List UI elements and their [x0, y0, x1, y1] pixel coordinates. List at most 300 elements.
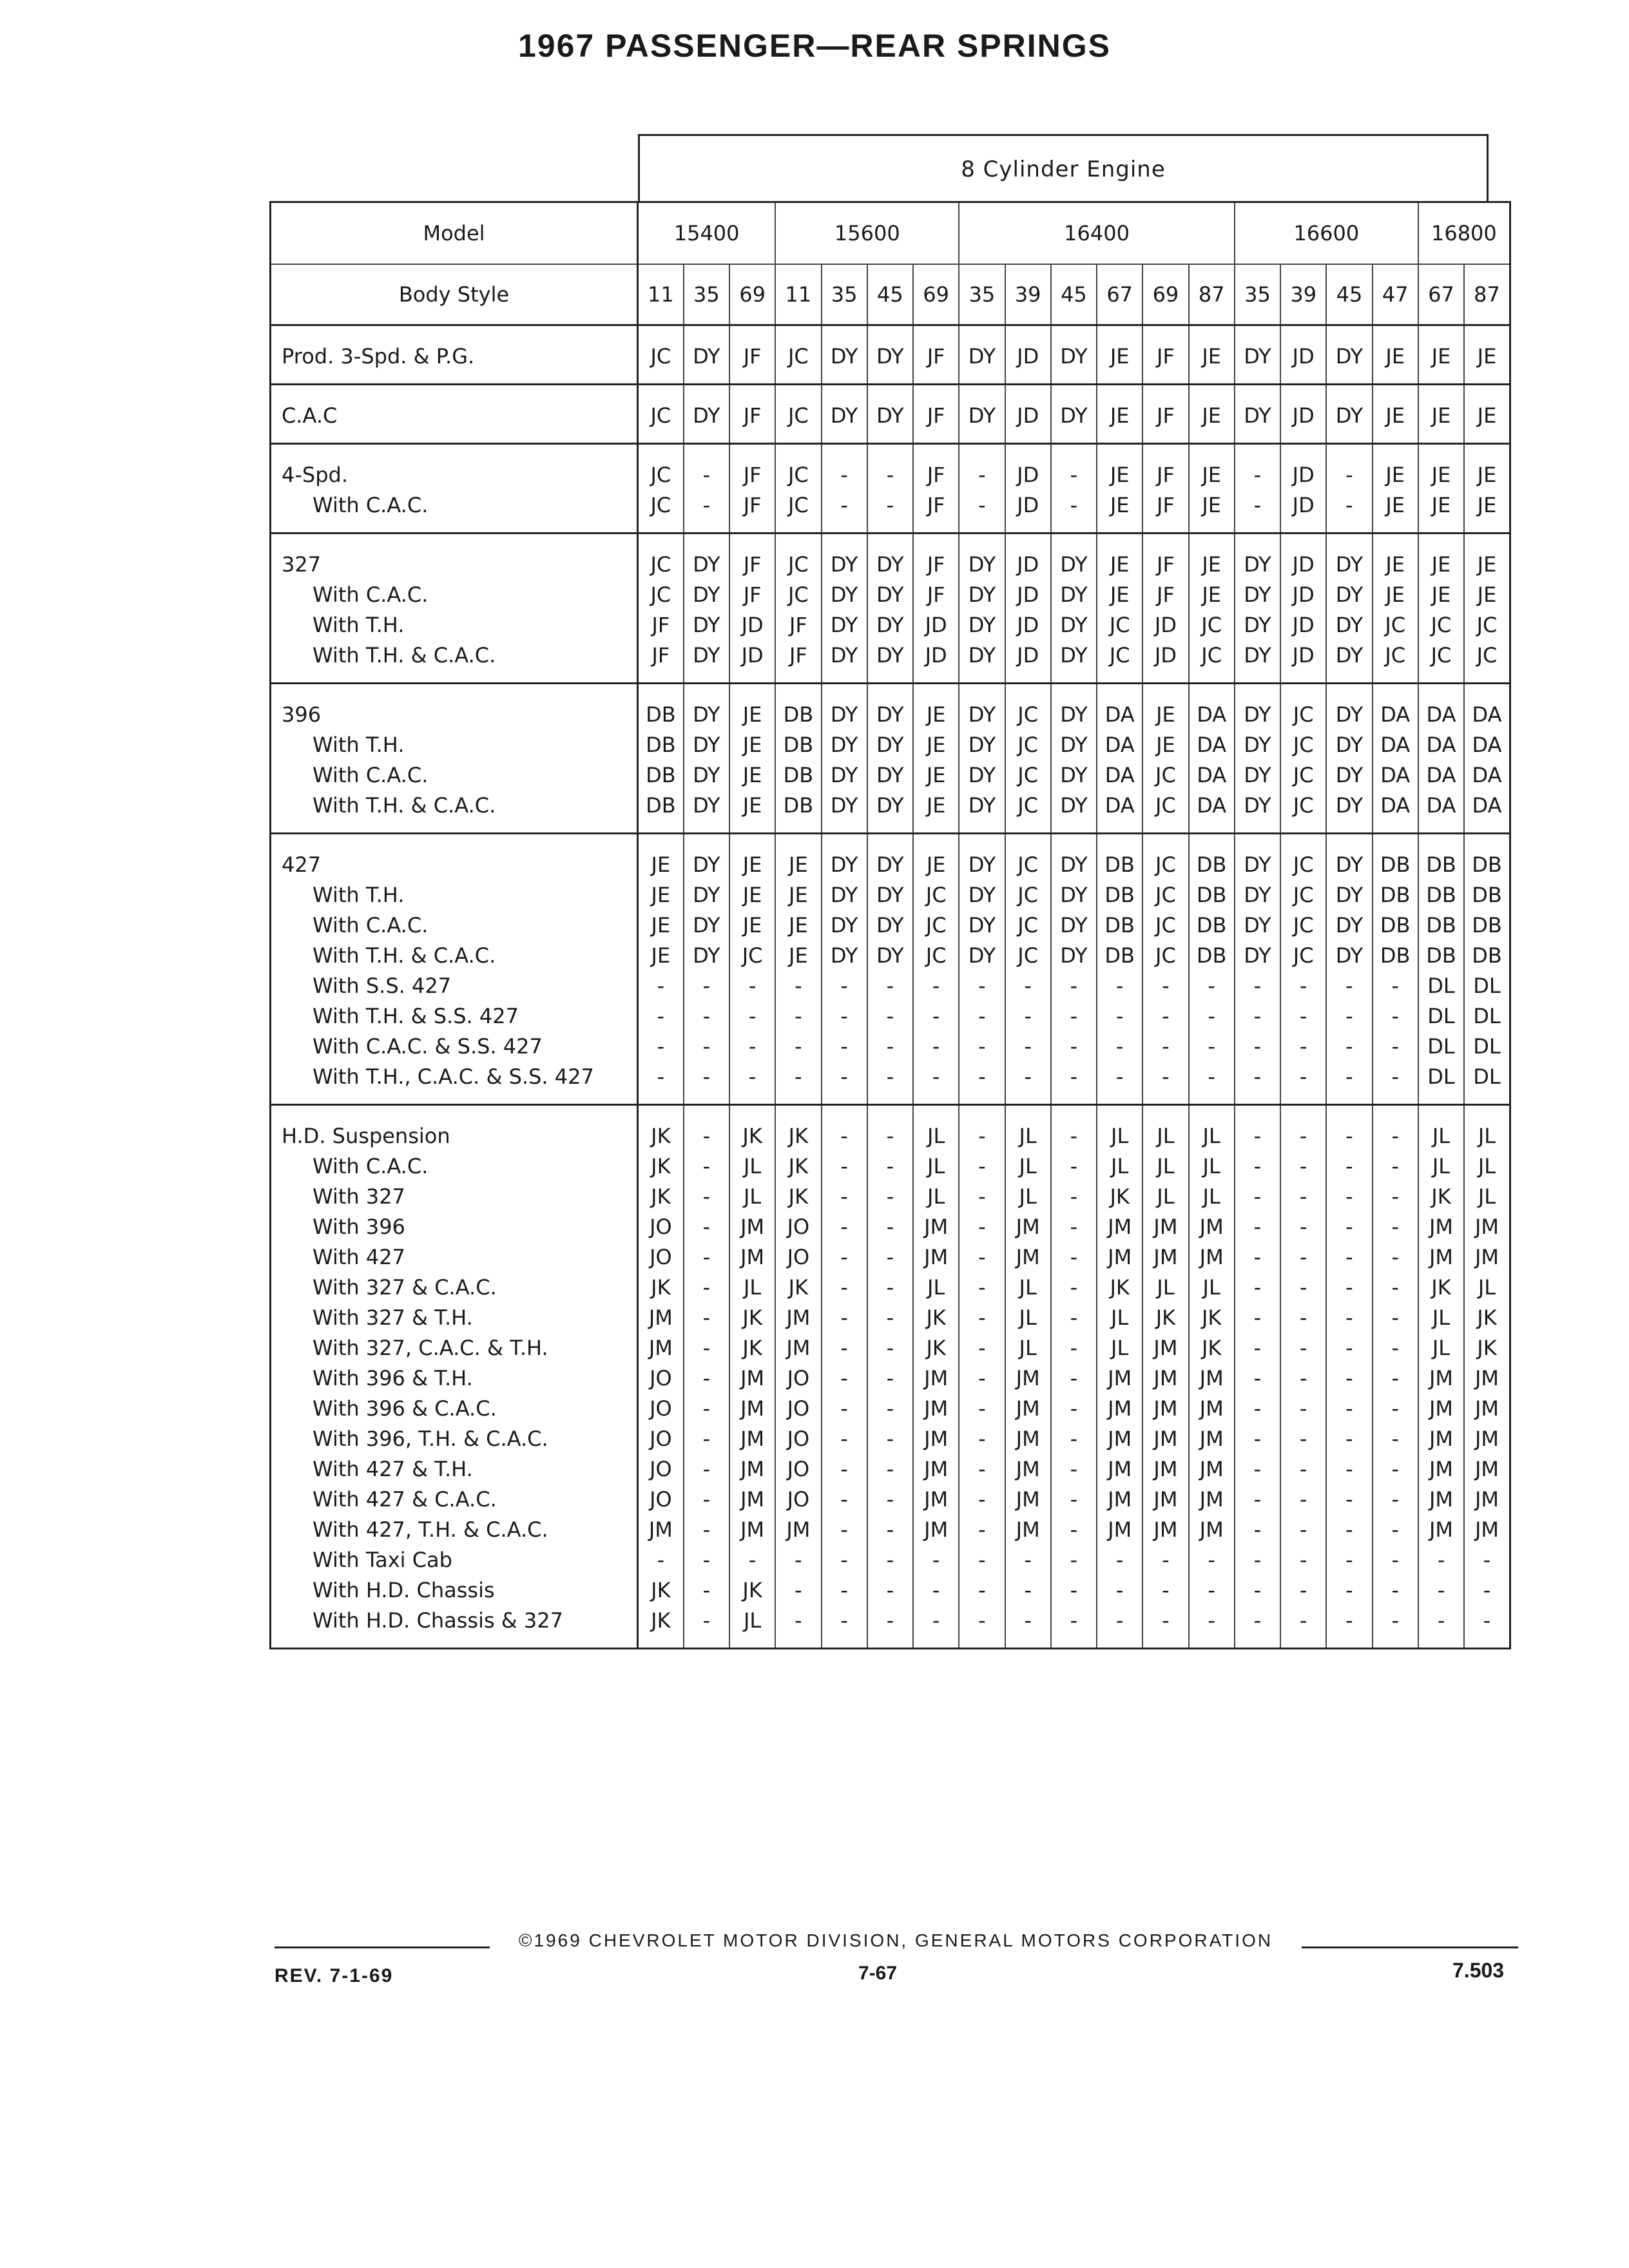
spring-code-cell: JD — [913, 640, 959, 684]
spring-code-cell: DY — [1326, 580, 1372, 610]
spring-code-cell: JL — [1097, 1151, 1142, 1182]
spring-code-cell: - — [729, 1062, 775, 1105]
spring-code-cell: DY — [822, 791, 867, 834]
table-row — [271, 1333, 1510, 1363]
spring-code-cell: JE — [1373, 490, 1418, 533]
spring-code-cell: - — [1051, 971, 1097, 1001]
row-label: C.A.C — [282, 403, 338, 428]
spring-code-cell: DY — [1051, 791, 1097, 834]
row-label-cell — [271, 1394, 638, 1424]
spring-code-cell: - — [867, 1105, 913, 1152]
spring-code-cell: JC — [1280, 730, 1326, 760]
spring-code-cell: DY — [1051, 610, 1097, 640]
spring-code-cell: - — [867, 1606, 913, 1649]
spring-code-cell: - — [959, 1424, 1005, 1454]
spring-code-cell: DY — [684, 880, 729, 910]
spring-code-cell: JC — [638, 385, 684, 444]
spring-code-cell: DY — [1051, 325, 1097, 385]
spring-code-cell: - — [1373, 1515, 1418, 1545]
row-label: With C.A.C. — [313, 1154, 429, 1178]
table-row — [271, 760, 1510, 791]
row-label-cell — [271, 1273, 638, 1303]
spring-code-cell: - — [959, 1242, 1005, 1273]
spring-code-cell: JK — [1464, 1333, 1510, 1363]
spring-code-cell: DB — [1097, 880, 1142, 910]
spring-code-cell: - — [638, 1545, 684, 1575]
spring-code-cell: - — [1326, 1303, 1372, 1333]
spring-code-cell: DY — [822, 580, 867, 610]
spring-code-cell: JE — [1373, 385, 1418, 444]
spring-code-cell: - — [1051, 1454, 1097, 1485]
spring-code-cell: - — [1418, 1545, 1464, 1575]
spring-code-cell: JM — [1097, 1454, 1142, 1485]
spring-code-cell: JM — [1189, 1424, 1235, 1454]
spring-code-cell: JD — [729, 610, 775, 640]
row-label-cell — [271, 1001, 638, 1032]
spring-code-cell: - — [913, 1606, 959, 1649]
spring-code-cell: JK — [913, 1333, 959, 1363]
spring-code-cell: DY — [867, 533, 913, 581]
spring-code-cell: JC — [638, 444, 684, 491]
engine-header: 8 Cylinder Engine — [638, 134, 1489, 201]
footer-rule-right — [1298, 1946, 1518, 1948]
spring-code-cell: DY — [1235, 910, 1280, 941]
spring-code-cell: - — [822, 1515, 867, 1545]
spring-code-cell: JD — [1280, 385, 1326, 444]
spring-code-cell: JE — [729, 730, 775, 760]
spring-code-cell: DB — [638, 730, 684, 760]
spring-code-cell: - — [1373, 1151, 1418, 1182]
spring-code-cell: JL — [1464, 1105, 1510, 1152]
spring-code-cell: - — [913, 1062, 959, 1105]
spring-code-cell: JK — [775, 1182, 821, 1212]
spring-code-cell: - — [822, 1575, 867, 1606]
spring-code-cell: JL — [1189, 1273, 1235, 1303]
spring-code-cell: JL — [1005, 1333, 1051, 1363]
spring-code-cell: - — [729, 1032, 775, 1062]
spring-code-cell: JC — [638, 580, 684, 610]
spring-code-cell: JE — [729, 684, 775, 731]
spring-code-cell: JE — [729, 760, 775, 791]
spring-code-cell: JC — [775, 580, 821, 610]
table-row — [271, 1545, 1510, 1575]
spring-code-cell: - — [822, 1394, 867, 1424]
spring-code-cell: - — [822, 1454, 867, 1485]
spring-code-cell: JE — [1418, 444, 1464, 491]
spring-code-cell: JD — [1142, 640, 1188, 684]
spring-code-cell: JL — [1418, 1151, 1464, 1182]
spring-code-cell: JK — [638, 1182, 684, 1212]
spring-code-cell: - — [1280, 1363, 1326, 1394]
spring-code-cell: JF — [913, 580, 959, 610]
spring-code-cell: DY — [1326, 880, 1372, 910]
table-row — [271, 1424, 1510, 1454]
spring-code-cell: DY — [1051, 730, 1097, 760]
row-label-cell — [271, 834, 638, 881]
spring-code-cell: JF — [1142, 490, 1188, 533]
spring-code-cell: JC — [1373, 610, 1418, 640]
spring-code-cell: - — [1142, 1062, 1188, 1105]
spring-code-cell: - — [1373, 1001, 1418, 1032]
spring-code-cell: DY — [867, 640, 913, 684]
spring-code-cell: DY — [1051, 640, 1097, 684]
table-row — [271, 1303, 1510, 1333]
spring-code-cell: - — [1326, 444, 1372, 491]
spring-code-cell: JM — [1142, 1485, 1188, 1515]
spring-code-cell: JD — [1280, 325, 1326, 385]
spring-code-cell: JM — [638, 1303, 684, 1333]
spring-code-cell: - — [822, 1182, 867, 1212]
spring-code-cell: JF — [729, 385, 775, 444]
table-row — [271, 1394, 1510, 1424]
table-row — [271, 1606, 1510, 1649]
spring-code-cell: DB — [1189, 880, 1235, 910]
spring-code-cell: - — [1005, 1032, 1051, 1062]
spring-code-cell: JK — [729, 1105, 775, 1152]
spring-code-cell: - — [1235, 1333, 1280, 1363]
row-label: With 396 & T.H. — [313, 1366, 473, 1390]
spring-code-cell: JK — [729, 1333, 775, 1363]
spring-code-cell: - — [867, 1273, 913, 1303]
spring-code-cell: - — [867, 1032, 913, 1062]
spring-code-cell: DY — [1235, 610, 1280, 640]
body-style-cell: 11 — [638, 264, 684, 325]
spring-code-cell: - — [1051, 1151, 1097, 1182]
spring-code-cell: JF — [1142, 580, 1188, 610]
footer-page-number: 7-67 — [858, 1963, 898, 1984]
spring-code-cell: JC — [1142, 910, 1188, 941]
spring-code-cell: JM — [1097, 1515, 1142, 1545]
spring-code-cell: DA — [1097, 791, 1142, 834]
spring-code-cell: JE — [1373, 533, 1418, 581]
spring-code-cell: - — [1326, 1242, 1372, 1273]
spring-code-cell: - — [1235, 1575, 1280, 1606]
spring-code-cell: JD — [913, 610, 959, 640]
spring-code-cell: JC — [1097, 640, 1142, 684]
spring-code-cell: - — [1326, 1062, 1372, 1105]
spring-code-cell: JM — [913, 1363, 959, 1394]
spring-code-cell: JM — [729, 1485, 775, 1515]
spring-code-cell: JC — [1418, 610, 1464, 640]
spring-code-cell: JE — [1142, 684, 1188, 731]
spring-code-cell: JC — [1373, 640, 1418, 684]
spring-code-cell: JM — [1142, 1394, 1188, 1424]
spring-code-cell: DY — [1326, 941, 1372, 971]
table-row — [271, 1454, 1510, 1485]
spring-code-cell: - — [1097, 971, 1142, 1001]
spring-code-cell: JO — [638, 1394, 684, 1424]
spring-code-cell: - — [959, 1151, 1005, 1182]
spring-code-cell: JE — [1142, 730, 1188, 760]
spring-code-cell: - — [959, 1545, 1005, 1575]
spring-code-cell: - — [1373, 1273, 1418, 1303]
spring-code-cell: - — [1051, 1273, 1097, 1303]
spring-code-cell: - — [1005, 1575, 1051, 1606]
spring-code-cell: JF — [1142, 325, 1188, 385]
spring-code-cell: - — [1326, 1363, 1372, 1394]
spring-code-cell: - — [684, 1545, 729, 1575]
body-style-cell: 39 — [1280, 264, 1326, 325]
row-label-cell — [271, 1575, 638, 1606]
row-label-cell — [271, 1424, 638, 1454]
row-label-cell — [271, 730, 638, 760]
spring-code-cell: DA — [1373, 760, 1418, 791]
spring-code-cell: - — [1005, 1606, 1051, 1649]
spring-code-cell: - — [959, 1485, 1005, 1515]
spring-code-cell: - — [684, 1515, 729, 1545]
table-row — [271, 640, 1510, 684]
spring-code-cell: JC — [1280, 760, 1326, 791]
spring-code-cell: JC — [1005, 760, 1051, 791]
spring-code-cell: DY — [959, 941, 1005, 971]
spring-code-cell: JE — [913, 730, 959, 760]
spring-code-cell: JF — [638, 610, 684, 640]
table-row — [271, 880, 1510, 910]
spring-code-cell: - — [1097, 1606, 1142, 1649]
body-style-cell: 69 — [1142, 264, 1188, 325]
row-label-cell — [271, 1242, 638, 1273]
spring-code-cell: JE — [1097, 444, 1142, 491]
spring-code-cell: - — [913, 1575, 959, 1606]
spring-code-cell: JC — [1142, 834, 1188, 881]
table-row — [271, 791, 1510, 834]
spring-code-cell: DY — [1051, 760, 1097, 791]
spring-code-cell: JE — [913, 760, 959, 791]
spring-code-cell: - — [1326, 1151, 1372, 1182]
row-label: With 427, T.H. & C.A.C. — [313, 1517, 548, 1542]
row-label: With T.H. & C.A.C. — [313, 943, 496, 968]
spring-code-cell: - — [1326, 1575, 1372, 1606]
spring-code-cell: JC — [1005, 730, 1051, 760]
row-label: With 427 & C.A.C. — [313, 1487, 497, 1512]
spring-code-cell: JM — [1142, 1333, 1188, 1363]
spring-code-cell: JM — [1142, 1242, 1188, 1273]
spring-code-cell: - — [867, 1062, 913, 1105]
row-label-cell — [271, 610, 638, 640]
spring-code-cell: JL — [1005, 1151, 1051, 1182]
row-label: With C.A.C. — [313, 582, 429, 607]
spring-code-cell: DB — [638, 684, 684, 731]
spring-code-cell: - — [775, 1001, 821, 1032]
spring-code-cell: - — [1097, 1062, 1142, 1105]
spring-code-cell: DB — [1189, 910, 1235, 941]
spring-code-cell: - — [1373, 1182, 1418, 1212]
spring-code-cell: JK — [638, 1151, 684, 1182]
spring-code-cell: JO — [638, 1485, 684, 1515]
spring-code-cell: DY — [822, 941, 867, 971]
spring-code-cell: DY — [822, 325, 867, 385]
spring-code-cell: JC — [1280, 834, 1326, 881]
spring-code-cell: DY — [959, 791, 1005, 834]
spring-code-cell: DB — [1373, 941, 1418, 971]
row-label: With C.A.C. — [313, 763, 429, 787]
spring-code-cell: JD — [1280, 444, 1326, 491]
spring-code-cell: JM — [729, 1242, 775, 1273]
spring-code-cell: JE — [729, 910, 775, 941]
spring-code-cell: - — [822, 1151, 867, 1182]
spring-code-cell: JM — [913, 1212, 959, 1242]
spring-code-cell: JC — [1005, 684, 1051, 731]
spring-code-cell: - — [959, 1182, 1005, 1212]
footer-copyright: ©1969 CHEVROLET MOTOR DIVISION, GENERAL MOTORS CORPORATION — [490, 1930, 1302, 1951]
spring-code-cell: JO — [638, 1454, 684, 1485]
spring-code-cell: DY — [1235, 385, 1280, 444]
spring-code-cell: JM — [1418, 1212, 1464, 1242]
spring-code-cell: - — [1280, 1062, 1326, 1105]
spring-code-cell: JF — [638, 640, 684, 684]
spring-code-cell: JM — [1418, 1242, 1464, 1273]
spring-code-cell: - — [822, 971, 867, 1001]
row-label-cell — [271, 580, 638, 610]
table-row — [271, 971, 1510, 1001]
spring-code-cell: JF — [913, 490, 959, 533]
spring-code-cell: DY — [867, 325, 913, 385]
spring-code-cell: DA — [1464, 791, 1510, 834]
spring-code-cell: JE — [1373, 580, 1418, 610]
spring-code-cell: JF — [913, 325, 959, 385]
spring-code-cell: DA — [1097, 684, 1142, 731]
spring-code-cell: - — [1373, 1242, 1418, 1273]
spring-code-cell: - — [1373, 1363, 1418, 1394]
spring-code-cell: JC — [1280, 880, 1326, 910]
spring-code-cell: JO — [638, 1242, 684, 1273]
spring-code-cell: JF — [729, 490, 775, 533]
spring-code-cell: JM — [1464, 1485, 1510, 1515]
row-label-cell — [271, 1363, 638, 1394]
row-label: With S.S. 427 — [313, 974, 452, 998]
spring-code-cell: JK — [775, 1273, 821, 1303]
spring-code-cell: JC — [1464, 640, 1510, 684]
row-label: With C.A.C. — [313, 493, 429, 517]
spring-code-cell: JL — [729, 1606, 775, 1649]
model-15600: 15600 — [775, 202, 959, 265]
spring-code-cell: DY — [1051, 910, 1097, 941]
spring-code-cell: DY — [1235, 880, 1280, 910]
spring-code-cell: DY — [867, 834, 913, 881]
spring-code-cell: DB — [1189, 834, 1235, 881]
spring-code-cell: JM — [1005, 1242, 1051, 1273]
spring-code-cell: - — [1326, 1273, 1372, 1303]
spring-code-cell: - — [1280, 1105, 1326, 1152]
table-row — [271, 385, 1510, 444]
spring-code-cell: - — [684, 1606, 729, 1649]
spring-code-cell: DL — [1464, 1001, 1510, 1032]
spring-code-cell: - — [1189, 1062, 1235, 1105]
row-label: With H.D. Chassis — [313, 1578, 495, 1602]
spring-code-cell: - — [913, 1001, 959, 1032]
row-label: With T.H. & S.S. 427 — [313, 1004, 519, 1028]
spring-code-cell: - — [1280, 1151, 1326, 1182]
spring-code-cell: JK — [1189, 1303, 1235, 1333]
spring-code-cell: - — [1235, 1212, 1280, 1242]
spring-code-cell: JE — [729, 880, 775, 910]
spring-code-cell: JM — [1097, 1424, 1142, 1454]
row-label: 396 — [282, 702, 322, 727]
row-label: With T.H., C.A.C. & S.S. 427 — [313, 1064, 594, 1089]
spring-code-cell: DB — [775, 684, 821, 731]
spring-code-cell: - — [1326, 1545, 1372, 1575]
spring-code-cell: DB — [1464, 880, 1510, 910]
spring-code-cell: DA — [1464, 760, 1510, 791]
spring-code-cell: - — [822, 1424, 867, 1454]
spring-code-cell: JK — [1418, 1182, 1464, 1212]
spring-code-cell: JL — [1097, 1105, 1142, 1152]
spring-code-cell: DB — [1418, 880, 1464, 910]
table-row — [271, 490, 1510, 533]
spring-code-cell: - — [959, 1212, 1005, 1242]
body-style-cell: 35 — [959, 264, 1005, 325]
spring-code-cell: - — [1142, 1545, 1188, 1575]
spring-code-cell: - — [684, 1454, 729, 1485]
spring-code-cell: JE — [1464, 385, 1510, 444]
spring-code-cell: DY — [959, 640, 1005, 684]
spring-code-cell: - — [1373, 1062, 1418, 1105]
rear-springs-table — [269, 201, 1511, 1649]
row-label-cell — [271, 880, 638, 910]
spring-code-cell: - — [959, 1105, 1005, 1152]
spring-code-cell: DY — [867, 760, 913, 791]
spring-code-cell: JE — [775, 880, 821, 910]
spring-code-cell: JE — [913, 834, 959, 881]
spring-code-cell: DL — [1418, 1001, 1464, 1032]
spring-code-cell: JC — [638, 490, 684, 533]
row-label: With T.H. — [313, 733, 405, 757]
spring-code-cell: JM — [1464, 1212, 1510, 1242]
spring-code-cell: DY — [822, 910, 867, 941]
spring-code-cell: JK — [1142, 1303, 1188, 1333]
spring-code-cell: - — [684, 1242, 729, 1273]
model-16600: 16600 — [1235, 202, 1418, 265]
spring-code-cell: - — [638, 1032, 684, 1062]
row-label-cell — [271, 640, 638, 684]
table-row — [271, 1182, 1510, 1212]
spring-code-cell: JL — [1142, 1105, 1188, 1152]
spring-code-cell: - — [684, 1303, 729, 1333]
spring-code-cell: - — [822, 1242, 867, 1273]
spring-code-cell: JO — [638, 1212, 684, 1242]
spring-code-cell: - — [1280, 1303, 1326, 1333]
spring-code-cell: JF — [729, 580, 775, 610]
spring-code-cell: JE — [1373, 325, 1418, 385]
spring-code-cell: - — [1189, 1545, 1235, 1575]
spring-code-cell: JC — [1418, 640, 1464, 684]
spring-code-cell: JO — [775, 1454, 821, 1485]
spring-code-cell: DY — [1235, 533, 1280, 581]
spring-code-cell: DY — [822, 385, 867, 444]
spring-code-cell: JC — [1464, 610, 1510, 640]
spring-code-cell: JD — [1005, 444, 1051, 491]
spring-code-cell: JE — [1189, 385, 1235, 444]
spring-code-cell: - — [1051, 1515, 1097, 1545]
spring-code-cell: JM — [1464, 1515, 1510, 1545]
model-15400: 15400 — [638, 202, 776, 265]
spring-code-cell: JL — [1005, 1105, 1051, 1152]
spring-code-cell: DY — [1051, 880, 1097, 910]
spring-code-cell: - — [1051, 1001, 1097, 1032]
body-style-cell: 87 — [1189, 264, 1235, 325]
spring-code-cell: JD — [1005, 610, 1051, 640]
row-label-cell — [271, 1606, 638, 1649]
body-style-cell: 35 — [684, 264, 729, 325]
spring-code-cell: DY — [1051, 580, 1097, 610]
row-label-cell — [271, 1182, 638, 1212]
spring-code-cell: - — [1235, 1515, 1280, 1545]
spring-code-cell: - — [1235, 1394, 1280, 1424]
spring-code-cell: DL — [1418, 1032, 1464, 1062]
spring-code-cell: JM — [1005, 1424, 1051, 1454]
table-row — [271, 1363, 1510, 1394]
spring-code-cell: - — [1189, 1575, 1235, 1606]
